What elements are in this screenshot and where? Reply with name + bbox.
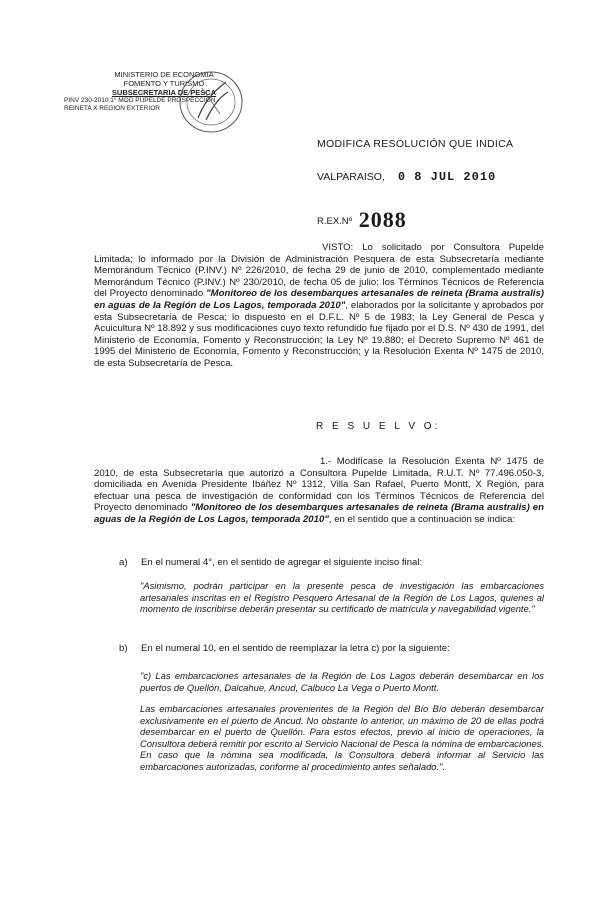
point-1-project-name: "Monitoreo de los desembarques artesanales de reineta (Brama australis) en aguas de la Región de Los Lagos, temporada 2010" xyxy=(94,502,544,525)
resolution-number-line xyxy=(317,207,407,233)
rex-number: 2088 xyxy=(358,207,407,232)
point-1-text-a: 1.- Modifícase la Resolución Exenta Nº 1475 de 2010, de esta Subsecretaría que autorizó a Consultora Pupelde Limitada, R.U.T. Nº 77.496.050-3, domiciliada en Avenida Presidente Ibáñez Nº 1312, Villa San Rafael, Puerto Montt, X Región, para efectuar una pesca de investigación de conformidad con los Términos Técnicos de Referencia del Proyecto denominado xyxy=(94,456,544,514)
item-a-text: En el numeral 4°, en el sentido de agregar el siguiente inciso final: xyxy=(141,557,423,568)
visto-text-b: , elaborados por la solicitante y aprobados por esta Subsecretaría de Pesca; lo dispuesto en el D.F.L. Nº 5 de 1983; la Ley General de Pesca y Acuicultura Nº 18.892 y sus modificaciones cuyo texto refundido fue fijado por el D.S. Nº 430 de 1991, del Ministerio de Economía, Fomento y Reconstrucción; la Ley Nº 19.880; el Decreto Supremo Nº 461 de 1995 del Ministerio de Economía, Fomento y Reconstrucción; y la Resolución Exenta Nº 1475 de 2010, de esta Subsecretaría de Pesca. xyxy=(94,299,544,369)
visto-paragraph xyxy=(94,242,544,370)
item-b-quote-2: Las embarcaciones artesanales provenientes de la Región del Bío Bío deberán desembarcar exclusivamente en el puerto de Ancud. No obstante lo anterior, un máximo de 20 de ellas podrá desembarcar en el puerto de Quellón. Para estos efectos, previo al inicio de operaciones, la Consultora deberá remitir por escrito al Servicio Nacional de Pesca la nómina de embarcaciones. En caso que la nómina sea modificada, la Consultora deberá informar al Servicio las embarcaciones autorizadas, conforme al procedimiento antes señalado.". xyxy=(140,703,544,772)
item-a-label: a) xyxy=(119,557,128,568)
item-b xyxy=(119,643,549,655)
visto-lead: VISTO: xyxy=(322,242,354,253)
reference-line-2: REINETA X REGION EXTERIOR xyxy=(64,105,160,112)
reference-line-1: PINV 230-2010 1° MOD PUPELDE PROSPECCION xyxy=(64,97,216,104)
item-b-quote-1: "c) Las embarcaciones artesanales de la Región de Los Lagos deberán desembarcar en los puertos de Quellón, Dalcahue, Ancud, Calbuco La Vega o Puerto Montt. xyxy=(140,670,544,693)
official-seal-stamp xyxy=(176,68,246,136)
subsecretaria-line: SUBSECRETARIA DE PESCA xyxy=(111,88,217,97)
document-title: MODIFICA RESOLUCIÓN QUE INDICA xyxy=(317,138,514,150)
rex-label: R.EX.Nº xyxy=(317,216,353,227)
item-b-text: En el numeral 10, en el sentido de reemplazar la letra c) por la siguiente: xyxy=(141,643,450,654)
place-date-line xyxy=(317,170,496,184)
point-1-paragraph xyxy=(94,456,544,526)
item-a xyxy=(119,557,549,569)
ministry-line-2: FOMENTO Y TURISMO xyxy=(123,79,205,88)
visto-project-name: "Monitoreo de los desembarques artesanales de reineta (Brama australis) en aguas de la Región de Los Lagos, temporada 2010" xyxy=(94,288,544,311)
item-b-label: b) xyxy=(119,643,128,654)
ministry-line-1: MINISTERIO DE ECONOMIA xyxy=(114,70,214,79)
visto-text-a: Lo solicitado por Consultora Pupelde Limitada; lo informado por la División de Administración Pesquera de esta Subsecretaría mediante Memorándum Técnico (P.INV.) Nº 226/2010, de fecha 29 de junio de 2010, complementado mediante Memorándum Técnico (P.INV.) Nº 230/2010, de fecha 05 de julio; los Términos Técnicos de Referencia del Proyecto denominado xyxy=(94,242,544,300)
item-a-quote: "Asimismo, podrán participar en la presente pesca de investigación las embarcaciones artesanales inscritas en el Registro Pesquero Artesanal de la Región de Los Lagos, quienes al momento de inscribirse deberán presentar su certificado de matrícula y navegabilidad vigente." xyxy=(140,580,544,615)
place-label: VALPARAISO, xyxy=(317,171,385,183)
resuelvo-heading: R E S U E L V O: xyxy=(316,421,441,432)
date-stamp: 0 8 JUL 2010 xyxy=(397,170,497,184)
point-1-text-b: , en el sentido que a continuación se indica: xyxy=(328,513,516,525)
